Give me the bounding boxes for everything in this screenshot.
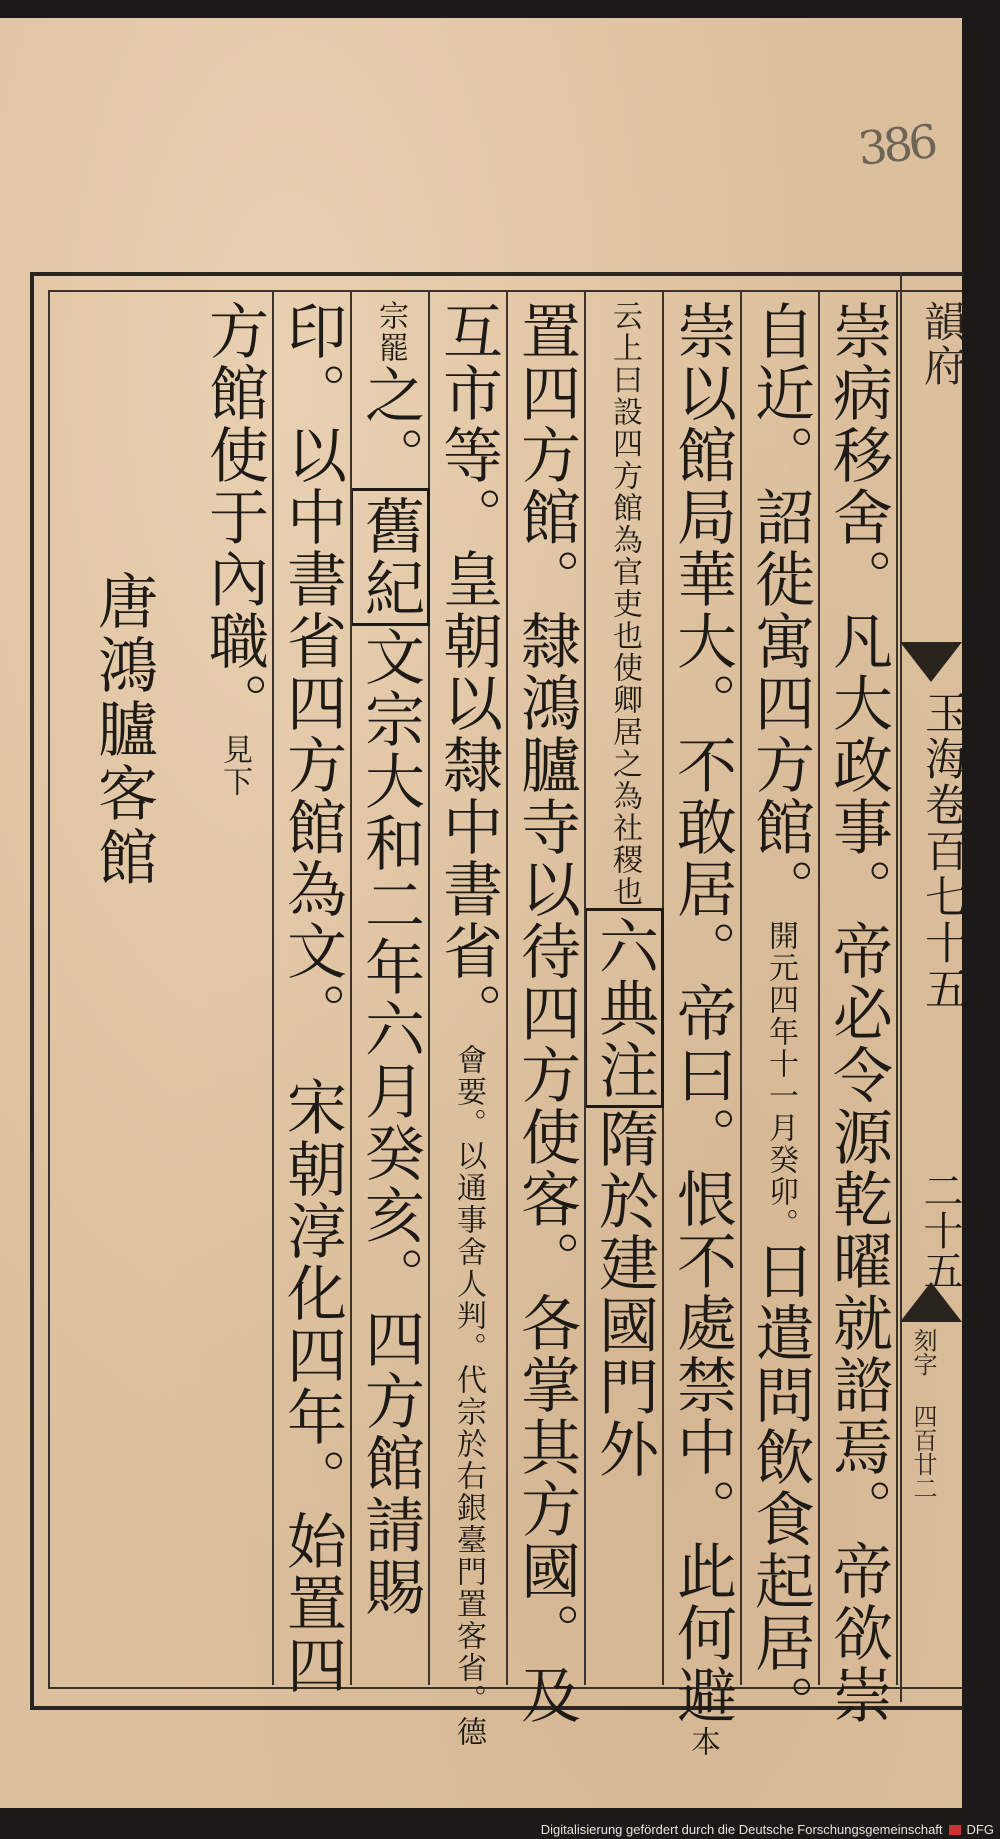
text-column bbox=[823, 300, 893, 1726]
footer-credit bbox=[541, 1822, 994, 1837]
footer-logo-text: DFG bbox=[966, 1822, 994, 1837]
main-text: 崇以館局華大。不敢居。帝曰。恨不處禁中。此何避 bbox=[667, 300, 737, 1726]
text-column bbox=[199, 300, 269, 798]
commentary-note: 見下 bbox=[217, 734, 252, 798]
main-text: 置四方館。隸鴻臚寺以待四方使客。各掌其方國。及 bbox=[511, 300, 581, 1726]
column-rule bbox=[272, 290, 274, 1685]
column-rule bbox=[350, 290, 352, 1685]
main-text: 崇病移舍。凡大政事。帝必令源乾曜就諮焉。帝欲崇 bbox=[823, 300, 893, 1726]
main-text: 印。以中書省四方館為文。 宋朝淳化四年。始置四 bbox=[277, 300, 347, 1696]
section-heading: 唐鴻臚客館 bbox=[88, 570, 158, 890]
commentary-note: 宗罷 bbox=[373, 300, 408, 364]
text-column bbox=[667, 300, 737, 1758]
commentary-note: 本 bbox=[685, 1726, 720, 1758]
main-text: 互市等。皇朝以隸中書省。 bbox=[433, 300, 503, 1044]
column-rule bbox=[818, 290, 820, 1685]
column-rule bbox=[506, 290, 508, 1685]
commentary-note: 云上曰設四方館為官吏也使卿居之為社稷也 bbox=[607, 300, 642, 908]
text-column bbox=[589, 300, 659, 1480]
commentary-note: 會要。以通事舍人判。代宗於右銀臺門置客省。德 bbox=[451, 1044, 486, 1748]
column-rule bbox=[584, 290, 586, 1685]
main-text: 隋於建國門外 bbox=[589, 1108, 659, 1480]
source-citation-box: 六典注 bbox=[584, 908, 664, 1108]
column-rule bbox=[896, 290, 898, 1685]
dfg-logo-icon bbox=[949, 1825, 961, 1835]
band-volume: 玉海卷百七十五 bbox=[917, 690, 968, 1012]
main-text: 方館使于內職。 bbox=[199, 300, 269, 734]
column-rule bbox=[740, 290, 742, 1685]
main-text: 日遣問飲食起居。 bbox=[745, 1240, 815, 1736]
band-side-note: 刻字 四百廿二 bbox=[909, 1328, 937, 1500]
main-text: 自近。詔徙寓四方館。 bbox=[745, 300, 815, 920]
text-column bbox=[355, 300, 425, 1618]
band-title: 韻府 bbox=[918, 300, 967, 388]
text-column bbox=[745, 300, 815, 1736]
text-column bbox=[511, 300, 581, 1726]
text-column bbox=[277, 300, 347, 1696]
fishtail-bottom-icon bbox=[900, 1282, 962, 1322]
commentary-note: 開元四年十一月癸卯。 bbox=[763, 920, 798, 1240]
pencil-folio-number: 386 bbox=[855, 114, 937, 176]
source-citation-box: 舊紀 bbox=[350, 488, 430, 626]
fishtail-top-icon bbox=[900, 642, 962, 682]
band-page-number: 二十五 bbox=[917, 1170, 963, 1290]
footer-text: Digitalisierung gefördert durch die Deutsche Forschungsgemeinschaft bbox=[540, 1822, 943, 1837]
text-column bbox=[433, 300, 503, 1748]
main-text: 之。 bbox=[355, 364, 425, 488]
main-text: 文宗大和二年六月癸亥。四方館請賜 bbox=[355, 626, 425, 1618]
